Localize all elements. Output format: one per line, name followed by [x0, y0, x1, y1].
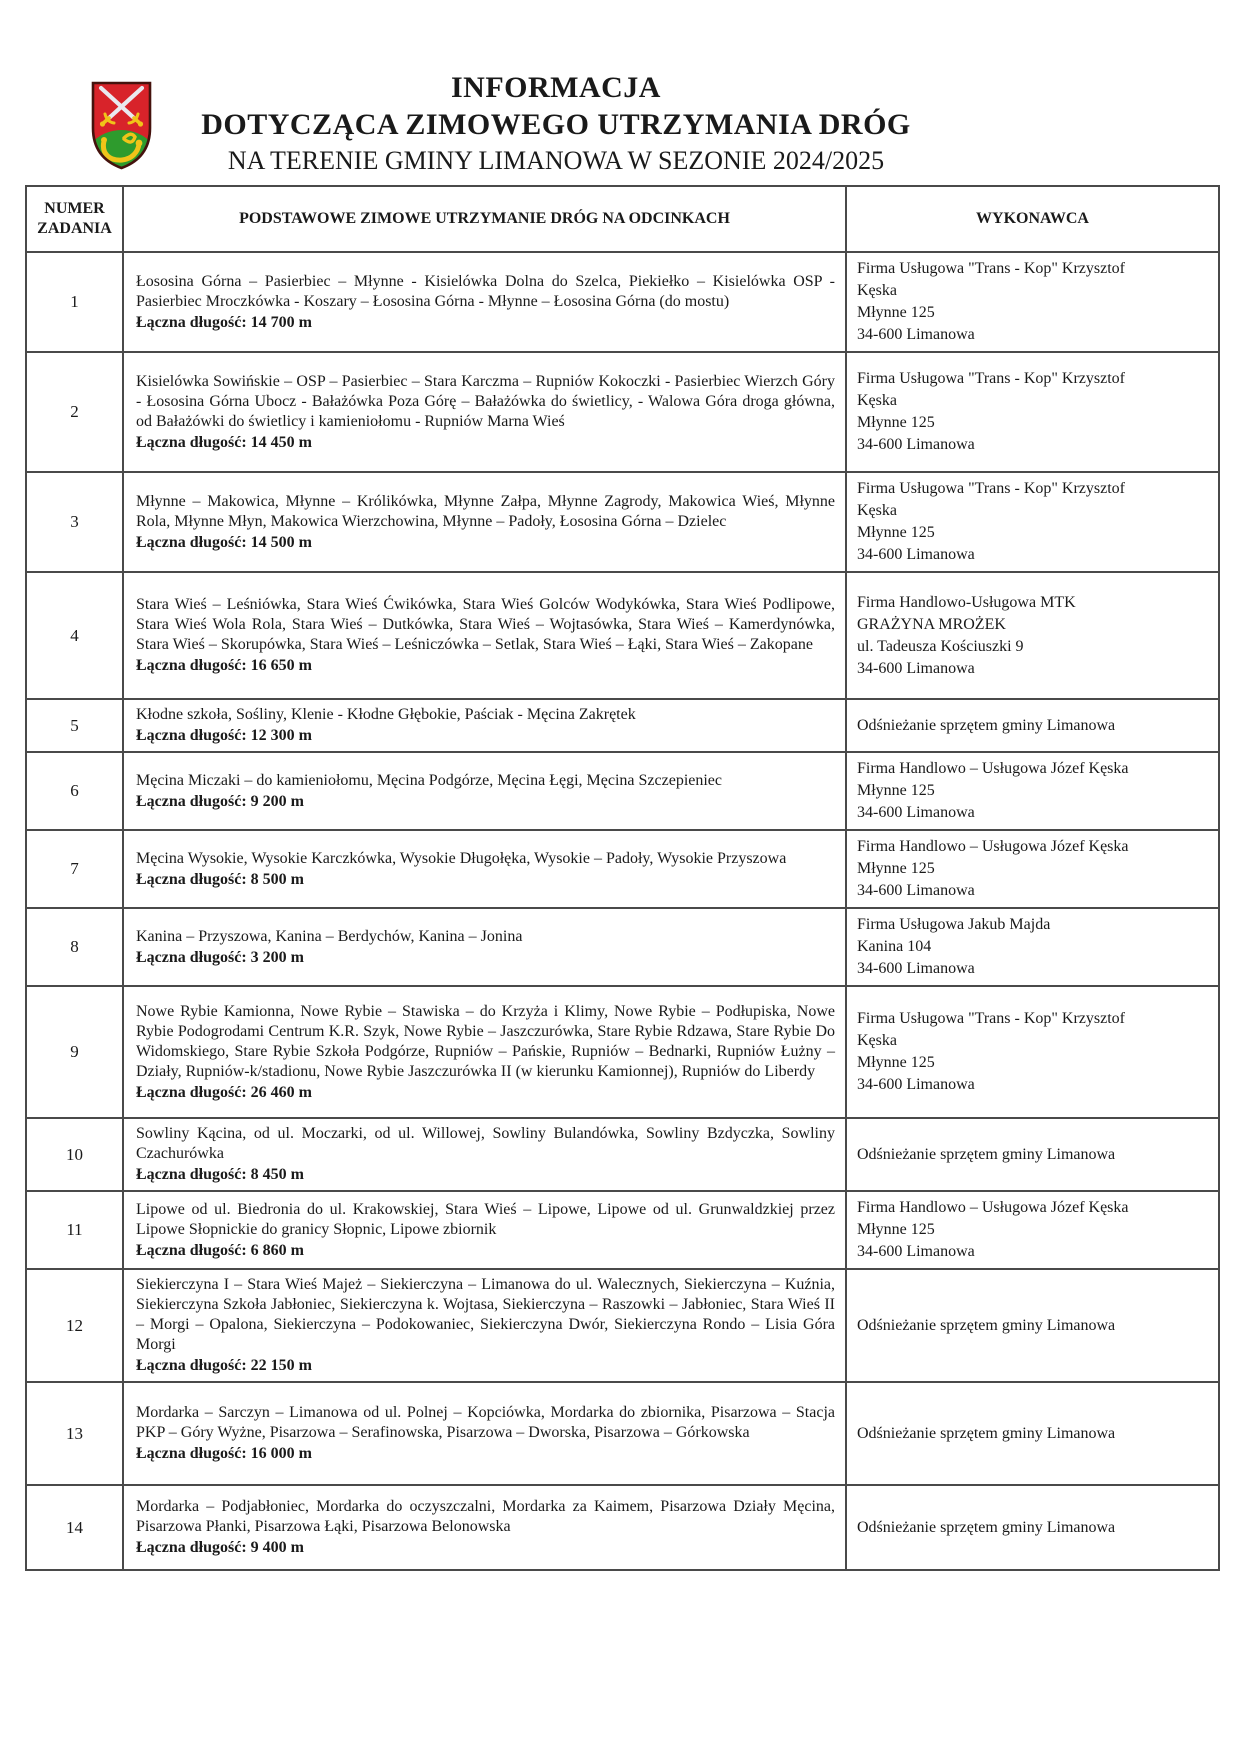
title-line-1: INFORMACJA	[451, 71, 661, 104]
contractor-cell	[846, 699, 1219, 752]
contractor-line: Kęska	[857, 1032, 897, 1049]
table-row	[26, 830, 1219, 908]
contractor-cell	[846, 752, 1219, 830]
contractor-line: Firma Handlowo – Usługowa Józef Kęska	[857, 838, 1129, 855]
table-row	[26, 352, 1219, 472]
task-number: 12	[26, 1269, 123, 1382]
total-length: Łączna długość: 8 450 m	[136, 1166, 304, 1183]
task-number: 9	[26, 986, 123, 1118]
total-length: Łączna długość: 14 450 m	[136, 433, 312, 451]
task-number: 5	[26, 699, 123, 752]
task-number: 6	[26, 752, 123, 830]
task-number: 4	[26, 572, 123, 699]
total-length: Łączna długość: 9 400 m	[136, 1539, 304, 1556]
total-length: Łączna długość: 3 200 m	[136, 948, 304, 966]
task-number: 2	[26, 352, 123, 472]
contractor-line: 34-600 Limanowa	[857, 326, 975, 343]
road-sections-text: Męcina Miczaki – do kamieniołomu, Męcina Podgórze, Męcina Łęgi, Męcina Szczepieniec	[136, 771, 723, 789]
contractor-cell	[846, 1269, 1219, 1382]
contractor-line: Firma Handlowo – Usługowa Józef Kęska	[857, 760, 1129, 777]
contractor-line: Młynne 125	[857, 860, 935, 877]
task-number: 14	[26, 1485, 123, 1570]
road-sections-text: Mordarka – Podjabłoniec, Mordarka do oczyszczalni, Mordarka za Kaimem, Pisarzowa Działy Męcina, Pisarzowa Płanki, Pisarzowa Łąki, Pisarzowa Belonowska	[136, 1498, 835, 1535]
road-sections-text: Stara Wieś – Leśniówka, Stara Wieś Ćwikówka, Stara Wieś Golców Wodykówka, Stara Wieś Podlipowe, Stara Wieś Wola Rola, Stara Wieś – Dutkówka, Stara Wieś – Wojtasówka, Stara Wieś – Kamerdynówka, Stara Wieś – Skorupówka, Stara Wieś – Leśniczówka – Setlak, Stara Wieś – Łąki, Stara Wieś – Zakopane	[136, 596, 835, 653]
task-number: 1	[26, 252, 123, 352]
total-length: Łączna długość: 16 650 m	[136, 657, 312, 674]
table-row	[26, 908, 1219, 986]
column-header-task-number: NUMER ZADANIA	[26, 186, 123, 252]
contractor-line: Młynne 125	[857, 524, 935, 541]
table-row	[26, 1485, 1219, 1570]
contractor-line: Kęska	[857, 392, 897, 409]
contractor-line: Młynne 125	[857, 414, 935, 431]
column-header-contractor: WYKONAWCA	[846, 186, 1219, 252]
column-header-road-sections: PODSTAWOWE ZIMOWE UTRZYMANIE DRÓG NA ODCINKACH	[123, 186, 846, 252]
contractor-line: Odśnieżanie sprzętem gminy Limanowa	[857, 1145, 1116, 1163]
table-row	[26, 472, 1219, 572]
road-sections-text: Męcina Wysokie, Wysokie Karczkówka, Wysokie Długołęka, Wysokie – Padoły, Wysokie Przyszowa	[136, 849, 787, 867]
task-number: 8	[26, 908, 123, 986]
contractor-line: Odśnieżanie sprzętem gminy Limanowa	[857, 1424, 1116, 1442]
total-length: Łączna długość: 22 150 m	[136, 1357, 312, 1374]
contractor-line: Kanina 104	[857, 938, 932, 955]
table-body	[26, 252, 1219, 1570]
contractor-line: Młynne 125	[857, 1054, 935, 1071]
contractor-line: 34-600 Limanowa	[857, 882, 975, 899]
table-row	[26, 1382, 1219, 1485]
contractor-line: Firma Handlowo – Usługowa Józef Kęska	[857, 1199, 1129, 1216]
contractor-line: 34-600 Limanowa	[857, 960, 975, 977]
contractor-line: Firma Usługowa "Trans - Kop" Krzysztof	[857, 370, 1125, 387]
contractor-line: Firma Usługowa "Trans - Kop" Krzysztof	[857, 1010, 1125, 1027]
road-sections-text: Młynne – Makowica, Młynne – Królikówka, Młynne Załpa, Młynne Zagrody, Makowica Wieś, Młynne Rola, Młynne Młyn, Makowica Wierzchowina, Młynne – Padoły, Łososina Górna – Dzielec	[136, 492, 835, 530]
road-sections-text: Mordarka – Sarczyn – Limanowa od ul. Polnej – Kopciówka, Mordarka do zbiornika, Pisarzowa – Stacja PKP – Góry Wyżne, Pisarzowa – Serafinowska, Pisarzowa – Dworska, Pisarzowa – Górkowska	[136, 1404, 835, 1441]
task-number: 10	[26, 1118, 123, 1191]
contractor-line: 34-600 Limanowa	[857, 436, 975, 453]
contractor-line: Odśnieżanie sprzętem gminy Limanowa	[857, 1518, 1116, 1536]
total-length: Łączna długość: 6 860 m	[136, 1241, 304, 1259]
contractor-line: Firma Usługowa Jakub Majda	[857, 916, 1051, 933]
contractor-line: Młynne 125	[857, 304, 935, 321]
contractor-line: Odśnieżanie sprzętem gminy Limanowa	[857, 1316, 1116, 1334]
contractor-line: Kęska	[857, 502, 897, 519]
table-row	[26, 1191, 1219, 1269]
contractor-cell	[846, 572, 1219, 699]
contractor-line: Firma Usługowa "Trans - Kop" Krzysztof	[857, 260, 1125, 277]
total-length: Łączna długość: 8 500 m	[136, 870, 304, 888]
total-length: Łączna długość: 16 000 m	[136, 1445, 312, 1462]
contractor-cell	[846, 1485, 1219, 1570]
contractor-line: Odśnieżanie sprzętem gminy Limanowa	[857, 716, 1116, 734]
contractor-cell	[846, 1382, 1219, 1485]
contractor-line: Firma Handlowo-Usługowa MTK	[857, 593, 1076, 611]
contractor-line: 34-600 Limanowa	[857, 804, 975, 821]
road-sections-text: Nowe Rybie Kamionna, Nowe Rybie – Stawiska – do Krzyża i Klimy, Nowe Rybie – Podłupiska, Nowe Rybie Podogrodami Centrum K.R. Szyk, Nowe Rybie – Jaszczurówka, Stare Rybie Rdzawa, Stare Rybie Do Widomskiego, Stare Rybie Szkoła Podgórze, Rupniów – Pańskie, Rupniów – Bednarki, Rupniów Łużny – Działy, Rupniów-k/stadionu, Nowe Rybie Jaszczurówka II (w kierunku Kamionnej), Rupniów do Liberdy	[136, 1002, 835, 1080]
task-number: 13	[26, 1382, 123, 1485]
contractor-cell	[846, 986, 1219, 1118]
contractor-line: 34-600 Limanowa	[857, 1076, 975, 1093]
table-row	[26, 699, 1219, 752]
total-length: Łączna długość: 9 200 m	[136, 792, 304, 810]
total-length: Łączna długość: 26 460 m	[136, 1083, 312, 1101]
task-number: 11	[26, 1191, 123, 1269]
contractor-cell	[846, 472, 1219, 572]
contractor-line: 34-600 Limanowa	[857, 1243, 975, 1260]
table-row	[26, 572, 1219, 699]
table-row	[26, 1269, 1219, 1382]
road-sections-text: Kanina – Przyszowa, Kanina – Berdychów, Kanina – Jonina	[136, 927, 523, 945]
contractor-line: ul. Tadeusza Kościuszki 9	[857, 637, 1024, 655]
contractor-line: Młynne 125	[857, 1221, 935, 1238]
winter-maintenance-table	[25, 185, 1220, 1571]
task-number: 7	[26, 830, 123, 908]
road-sections-text: Kisielówka Sowińskie – OSP – Pasierbiec – Stara Karczma – Rupniów Kokoczki - Pasierbiec Wierzch Góry - Łososina Górna Ubocz - Bałażówka Poza Górę – Bałażówka do świetlicy, - Walowa Góra droga główna, od Bałażówki do świetlicy i kamieniołomu - Rupniów Marna Wieś	[136, 372, 835, 430]
contractor-cell	[846, 1118, 1219, 1191]
road-sections-text: Sowliny Kącina, od ul. Moczarki, od ul. Willowej, Sowliny Bulandówka, Sowliny Bzdyczka, Sowliny Czachurówka	[136, 1125, 835, 1162]
road-sections-text: Lipowe od ul. Biedronia do ul. Krakowskiej, Stara Wieś – Lipowe, Lipowe od ul. Grunwaldzkiej przez Lipowe Słopnickie do granicy Słopnic, Lipowe zbiornik	[136, 1200, 835, 1238]
table-row	[26, 752, 1219, 830]
task-number: 3	[26, 472, 123, 572]
table-row	[26, 986, 1219, 1118]
road-sections-text: Kłodne szkoła, Sośliny, Klenie - Kłodne Głębokie, Paściak - Męcina Zakrętek	[136, 706, 636, 723]
contractor-line: Firma Usługowa "Trans - Kop" Krzysztof	[857, 480, 1125, 497]
contractor-cell	[846, 1191, 1219, 1269]
contractor-cell	[846, 908, 1219, 986]
contractor-cell	[846, 252, 1219, 352]
road-sections-text: Siekierczyna I – Stara Wieś Majeż – Siekierczyna – Limanowa do ul. Walecznych, Siekierczyna – Kuźnia, Siekierczyna Szkoła Jabłoniec, Siekierczyna k. Wojtasa, Siekierczyna – Raszowki – Jabłoniec, Stara Wieś II – Morgi – Opalona, Siekierczyna – Podokowaniec, Siekierczyna Dwór, Siekierczyna Rondo – Lisia Góra Morgi	[136, 1276, 835, 1353]
table-row	[26, 252, 1219, 352]
total-length: Łączna długość: 14 700 m	[136, 313, 312, 331]
contractor-line: 34-600 Limanowa	[857, 659, 975, 677]
total-length: Łączna długość: 12 300 m	[136, 727, 312, 744]
contractor-cell	[846, 352, 1219, 472]
contractor-line: GRAŻYNA MROŻEK	[857, 615, 1006, 633]
table-header-row	[26, 186, 1219, 252]
contractor-cell	[846, 830, 1219, 908]
contractor-line: Kęska	[857, 282, 897, 299]
total-length: Łączna długość: 14 500 m	[136, 533, 312, 551]
contractor-line: Młynne 125	[857, 782, 935, 799]
contractor-line: 34-600 Limanowa	[857, 546, 975, 563]
road-sections-text: Łososina Górna – Pasierbiec – Młynne - Kisielówka Dolna do Szelca, Piekiełko – Kisielówka OSP - Pasierbiec Mroczkówka - Koszary – Łososina Górna - Młynne – Łososina Górna (do mostu)	[136, 272, 835, 310]
document-title	[0, 70, 1112, 178]
title-line-2: DOTYCZĄCA ZIMOWEGO UTRZYMANIA DRÓG	[201, 108, 911, 141]
table-row	[26, 1118, 1219, 1191]
title-line-3: NA TERENIE GMINY LIMANOWA W SEZONIE 2024/2025	[227, 146, 885, 175]
